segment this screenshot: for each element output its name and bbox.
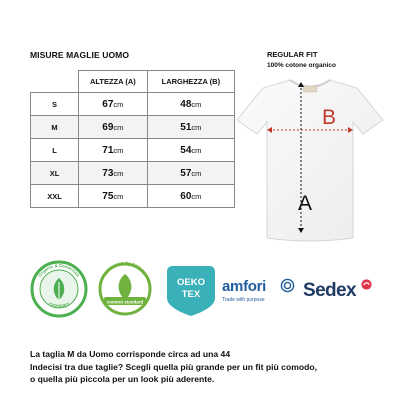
certifications-row [0, 258, 416, 322]
measure-unit: cm [113, 122, 124, 132]
fit-subtitle: 100% cotone organico [267, 62, 336, 69]
amfori-tagline: Trade with purpose [222, 297, 265, 303]
sedex-logo [303, 280, 383, 310]
amfori-logo [222, 278, 302, 308]
amfori-name: amfori [222, 278, 267, 295]
measure-unit: cm [113, 145, 124, 155]
size-rows [31, 93, 235, 208]
table-row [31, 185, 235, 208]
amfori-mark-icon [280, 278, 295, 293]
measure-number: 54 [180, 144, 192, 156]
size-table [30, 70, 235, 208]
note-line-2: Indecisi tra due taglie? Scegli quella più grande per un fit più comodo, [30, 361, 317, 372]
header-height: ALTEZZA (A) [79, 71, 148, 93]
size-label: L [31, 139, 79, 162]
width-value [147, 162, 234, 185]
measure-number: 73 [102, 167, 114, 179]
measure-number: 51 [180, 121, 192, 133]
sedex-name: Sedex [303, 280, 356, 301]
organic-blended-logo [95, 260, 155, 318]
measure-number: 69 [102, 121, 114, 133]
height-value [79, 93, 148, 116]
measure-unit: cm [113, 99, 124, 109]
measure-unit: cm [191, 191, 202, 201]
note-line-3: o quella più piccola per un look più aderente. [30, 374, 215, 384]
oeko-line2: TEX [181, 289, 201, 300]
oeko-tex-logo [163, 258, 219, 320]
measure-number: 60 [180, 190, 192, 202]
measure-unit: cm [191, 145, 202, 155]
size-label: S [31, 93, 79, 116]
measure-unit: cm [191, 99, 202, 109]
organic-bottom-text: content standard [106, 299, 144, 305]
measure-number: 67 [102, 98, 114, 110]
width-value [147, 139, 234, 162]
label-a: A [298, 192, 313, 215]
measure-unit: cm [113, 168, 124, 178]
gots-top-text: Organic & Conscious [37, 262, 81, 278]
label-b: B [322, 106, 337, 129]
size-chart-title: MISURE MAGLIE UOMO [30, 50, 130, 60]
measure-unit: cm [113, 191, 124, 201]
width-value [147, 93, 234, 116]
gots-bottom-text: CERTIFIED [47, 301, 71, 309]
measure-unit: cm [191, 168, 202, 178]
fit-title: REGULAR FIT [267, 50, 318, 59]
sedex-mark-icon [360, 278, 373, 291]
measure-number: 75 [102, 190, 114, 202]
width-value [147, 185, 234, 208]
width-value [147, 116, 234, 139]
size-label: M [31, 116, 79, 139]
oeko-line1: OEKO [177, 277, 205, 288]
height-value [79, 185, 148, 208]
height-value [79, 162, 148, 185]
table-header-row [31, 71, 235, 93]
table-row [31, 162, 235, 185]
size-label: XXL [31, 185, 79, 208]
height-value [79, 139, 148, 162]
gots-certification-logo [30, 260, 88, 318]
size-note [30, 348, 410, 386]
header-width: LARGHEZZA (B) [147, 71, 234, 93]
measure-number: 48 [180, 98, 192, 110]
table-row [31, 93, 235, 116]
size-label: XL [31, 162, 79, 185]
table-row [31, 139, 235, 162]
tshirt-icon [237, 80, 383, 241]
measure-number: 57 [180, 167, 192, 179]
note-line-1: La taglia M da Uomo corrisponde circa ad una 44 [30, 349, 231, 359]
tshirt-diagram [235, 72, 385, 244]
organic-top-text: ORGANIC BLENDED [102, 260, 148, 277]
measure-number: 71 [102, 144, 114, 156]
table-corner [31, 71, 79, 93]
table-row [31, 116, 235, 139]
measure-unit: cm [191, 122, 202, 132]
height-value [79, 116, 148, 139]
